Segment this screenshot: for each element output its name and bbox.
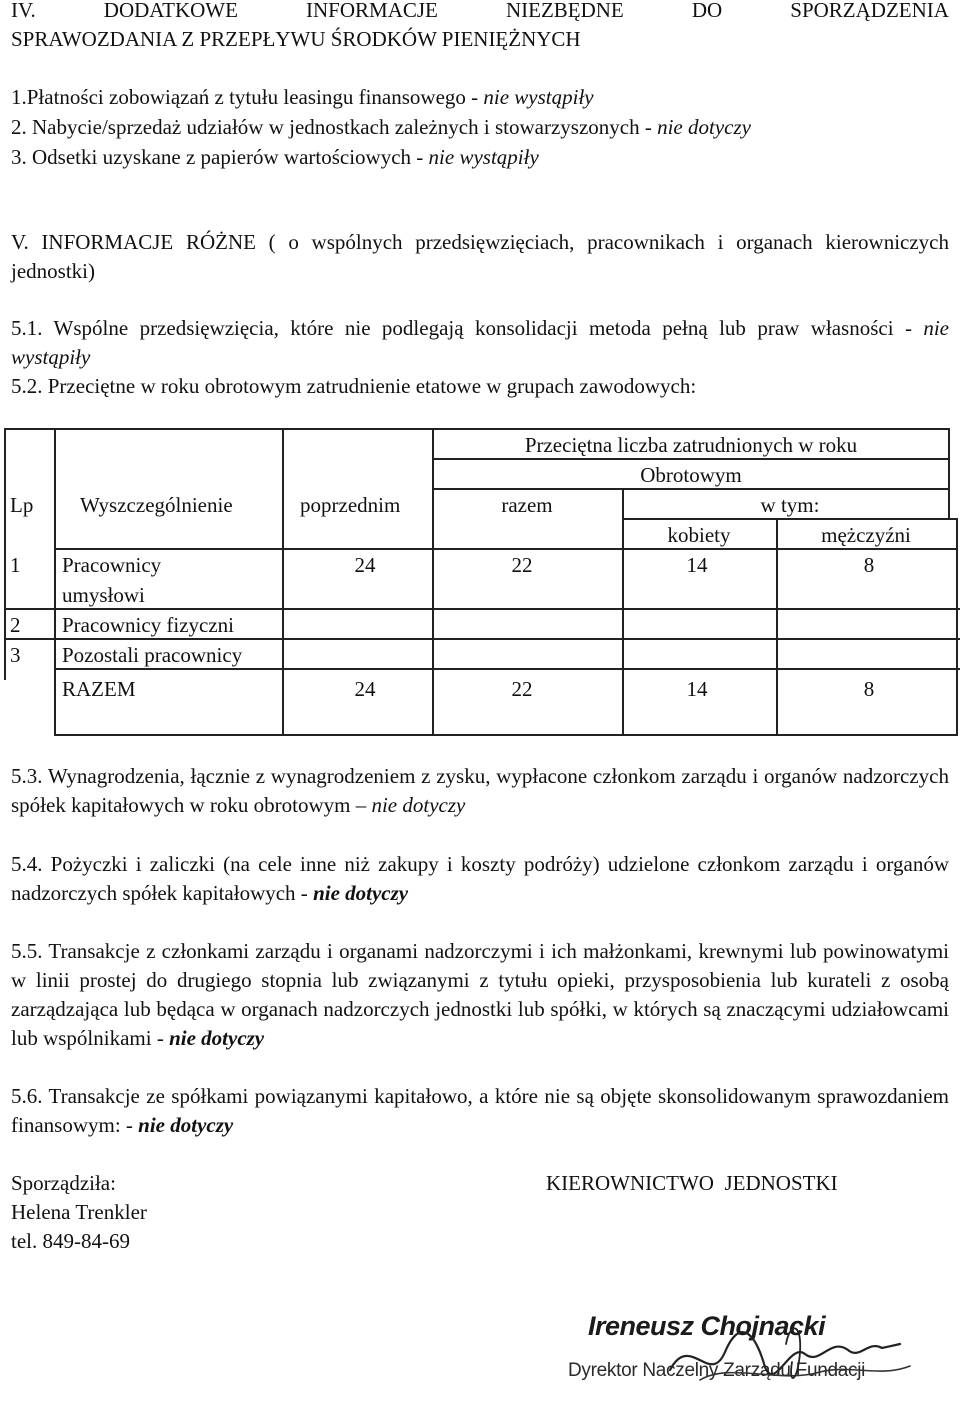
paragraph-5-1: [11, 314, 949, 372]
section-iv-item: [11, 113, 949, 142]
stamp-title: Dyrektor Naczelny Zarządu Fundacji: [568, 1360, 866, 1381]
prepared-by-label: Sporządziła:: [11, 1171, 116, 1195]
row-name: Pracownicy fizyczni: [62, 613, 235, 637]
section-iv-item: [11, 143, 949, 172]
total-razem: 22: [511, 677, 533, 701]
signature-stamp: [550, 1292, 950, 1407]
row-razem: 22: [511, 553, 533, 577]
section-iv-title-line2: SPRAWOZDANIA Z PRZEPŁYWU ŚRODKÓW PIENIĘŻNYCH: [11, 27, 581, 51]
item-status: nie dotyczy: [657, 115, 751, 139]
paragraph-5-4: [11, 850, 949, 908]
management-label: KIEROWNICTWO JEDNOSTKI: [546, 1171, 838, 1195]
paragraph-5-3: [11, 762, 949, 820]
paragraph-5-6: [11, 1082, 949, 1140]
row-lp: 3: [10, 643, 21, 667]
total-prev: 24: [354, 677, 376, 701]
item-status: nie wystąpiły: [428, 145, 539, 169]
row-prev: 24: [354, 553, 376, 577]
item-text: 3. Odsetki uzyskane z papierów wartościowych -: [11, 145, 429, 169]
title-word: INFORMACJE: [306, 0, 438, 22]
header-obrotowym: Obrotowym: [640, 463, 742, 487]
title-word: NIEZBĘDNE: [505, 0, 624, 22]
header-group: Przeciętna liczba zatrudnionych w roku: [524, 433, 858, 457]
paragraph-status: nie dotyczy: [138, 1113, 234, 1137]
paragraph-status: nie dotyczy: [313, 881, 409, 905]
header-wtym: w tym:: [760, 493, 820, 517]
item-status: nie wystąpiły: [483, 85, 594, 109]
row-name: Pozostali pracownicy: [62, 643, 243, 667]
row-kobiety: 14: [686, 553, 708, 577]
total-label: RAZEM: [62, 677, 136, 701]
paragraph-status: nie dotyczy: [371, 793, 466, 817]
row-name-cont: umysłowi: [62, 583, 145, 607]
header-previous: poprzednim: [300, 493, 401, 517]
total-mezczyzni: 8: [863, 677, 875, 701]
paragraph-5-5: [11, 937, 949, 1053]
title-word: IV.: [11, 0, 36, 22]
paragraph-text: 5.5. Transakcje z członkami zarządu i organami nadzorczymi i ich małżonkami, krewnymi lub powinowatymi w linii prostej do drugiego stopnia lub związanymi z tytułu opieki, przysposobienia lub kurateli z osobą zarządzająca lub będąca w organach nadzorczych jednostki lub spółki, w których są znaczącymi udziałowcami lub wspólnikami -: [11, 939, 949, 1050]
employment-table: [0, 428, 960, 736]
section-iv-title-line1: [11, 0, 949, 25]
row-lp: 2: [10, 613, 21, 637]
paragraph-text: 5.4. Pożyczki i zaliczki (na cele inne niż zakupy i koszty podróży) udzielone członkom zarządu i organów nadzorczych spółek kapitałowych -: [11, 852, 949, 905]
prepared-by-phone: tel. 849-84-69: [11, 1229, 130, 1253]
title-word: DODATKOWE: [103, 0, 238, 22]
total-kobiety: 14: [686, 677, 708, 701]
section-v-title: V. INFORMACJE RÓŻNE ( o wspólnych przedsięwzięciach, pracownikach i organach kierowniczych jednostki): [11, 230, 949, 283]
prepared-by-name: Helena Trenkler: [11, 1200, 147, 1224]
header-mezczyzni: mężczyźni: [821, 523, 911, 547]
item-text: 1.Płatności zobowiązań z tytułu leasingu finansowego -: [11, 85, 484, 109]
header-razem: razem: [501, 493, 553, 517]
item-text: 2. Nabycie/sprzedaż udziałów w jednostkach zależnych i stowarzyszonych -: [11, 115, 658, 139]
row-name: Pracownicy: [62, 553, 162, 577]
section-iv-item: [11, 83, 949, 112]
paragraph-text: 5.3. Wynagrodzenia, łącznie z wynagrodzeniem z zysku, wypłacone członkom zarządu i organów nadzorczych spółek kapitałowych w roku obrotowym –: [11, 764, 949, 817]
title-word: DO: [691, 0, 723, 22]
paragraph-status: nie wystąpiły: [11, 316, 949, 369]
row-mezczyzni: 8: [863, 553, 875, 577]
paragraph-5-2: 5.2. Przeciętne w roku obrotowym zatrudnienie etatowe w grupach zawodowych:: [11, 374, 697, 398]
header-kobiety: kobiety: [667, 523, 731, 547]
paragraph-text: 5.6. Transakcje ze spółkami powiązanymi kapitałowo, a które nie są objęte skonsolidowanym sprawozdaniem finansowym: -: [11, 1084, 949, 1137]
paragraph-status: nie dotyczy: [169, 1026, 265, 1050]
header-lp: Lp: [10, 493, 34, 517]
paragraph-text: 5.1. Wspólne przedsięwzięcia, które nie podlegają konsolidacji metoda pełną lub praw własności -: [11, 316, 924, 340]
stamp-name: Ireneusz Chojnacki: [588, 1311, 826, 1341]
header-name: Wyszczególnienie: [80, 493, 233, 517]
row-lp: 1: [10, 553, 21, 577]
handwritten-signature: [550, 1292, 950, 1407]
title-word: SPORZĄDZENIA: [790, 0, 949, 22]
